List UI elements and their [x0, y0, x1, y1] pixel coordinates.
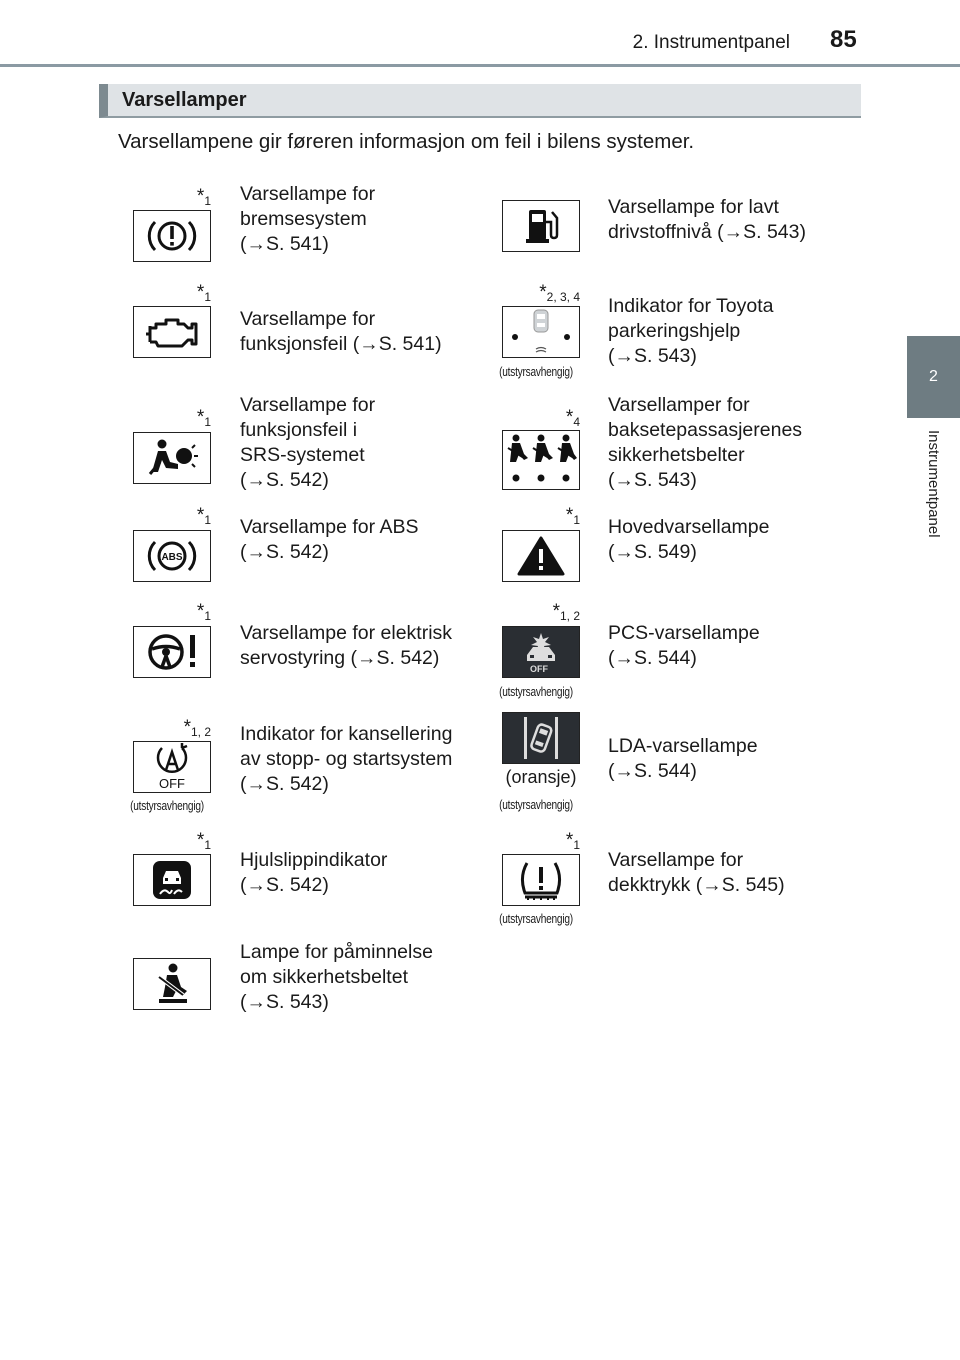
abs-icon-label: ABS	[161, 552, 183, 563]
item-description: Varsellampe for elektrisk servostyring (→S. 542)	[240, 622, 453, 669]
item-description: Varsellampe for bremsesystem (→S. 541)	[240, 183, 376, 255]
footnote-ref: $*_1$	[565, 830, 580, 852]
footnote-ref: $*_1$	[196, 186, 211, 208]
fuel-level-icon	[502, 200, 580, 252]
footnote-ref: $*_{1, 2}$	[183, 717, 211, 739]
tire-pressure-icon	[502, 854, 580, 906]
item-description: Varsellampe for dekktrykk (→S. 545)	[608, 849, 785, 896]
parking-assist-icon	[502, 306, 580, 358]
master-warning-icon	[502, 530, 580, 582]
chapter-title: 2. Instrumentpanel	[632, 32, 790, 53]
item-description: PCS-varsellampe (→S. 544)	[608, 622, 760, 669]
slip-indicator-icon	[133, 854, 211, 906]
pcs-icon-label: OFF	[530, 664, 548, 674]
item-description: Hjulslippindikator (→S. 542)	[240, 849, 388, 896]
footnote-ref: $*_1$	[196, 830, 211, 852]
item-description: Indikator for Toyota parkeringshjelp (→S. 543)	[608, 295, 774, 367]
footnote-ref: $*_{2, 3, 4}$	[539, 282, 580, 304]
item-description: Varsellampe for ABS (→S. 542)	[240, 516, 419, 563]
intro-text: Varsellampene gir føreren informasjon om feil i bilens systemer.	[118, 130, 695, 153]
brake-warning-icon	[133, 210, 211, 262]
footnote-ref: $*_1$	[196, 407, 211, 429]
chapter-tab-label: Instrumentpanel	[925, 430, 942, 538]
page-number: 85	[830, 26, 857, 53]
item-description: Varsellampe for funksjonsfeil (→S. 541)	[240, 308, 442, 355]
header-divider	[0, 64, 960, 67]
item-description: Lampe for påminnelse om sikkerhetsbeltet (→S. 543)	[240, 941, 433, 1013]
stop-start-off-icon	[133, 741, 211, 793]
item-description: Varsellamper for baksetepassasjerenes sikkerhetsbelter (→S. 543)	[608, 394, 803, 491]
section-header	[99, 84, 861, 118]
footnote-ref: $*_1$	[196, 601, 211, 623]
seatbelt-reminder-icon	[133, 958, 211, 1010]
optional-equipment-note: (utstyrsavhengig)	[499, 684, 573, 699]
item-description: Varsellampe for funksjonsfeil i SRS-systemet (→S. 542)	[240, 394, 376, 491]
footnote-ref: $*_1$	[565, 505, 580, 527]
optional-equipment-note: (utstyrsavhengig)	[499, 364, 573, 379]
lda-icon	[502, 712, 580, 764]
section-title: Varsellamper	[122, 89, 247, 111]
footnote-ref: $*_{1, 2}$	[552, 601, 580, 623]
optional-equipment-note: (utstyrsavhengig)	[499, 911, 573, 926]
stop-start-off-label: OFF	[159, 776, 185, 791]
power-steering-icon	[133, 626, 211, 678]
footnote-ref: $*_4$	[565, 407, 580, 429]
chapter-tab[interactable]: 2	[907, 336, 960, 418]
srs-airbag-icon	[133, 432, 211, 484]
pcs-icon	[502, 626, 580, 678]
item-description: Varsellampe for lavt drivstoffnivå (→S. 543)	[608, 196, 806, 243]
item-description: Hovedvarsellampe (→S. 549)	[608, 516, 770, 563]
optional-equipment-note: (utstyrsavhengig)	[499, 797, 573, 812]
check-engine-icon	[133, 306, 211, 358]
footnote-ref: $*_1$	[196, 282, 211, 304]
item-description: LDA-varsellampe (→S. 544)	[608, 735, 758, 782]
item-description: Indikator for kansellering av stopp- og startsystem (→S. 542)	[240, 723, 453, 795]
optional-equipment-note: (utstyrsavhengig)	[130, 798, 204, 813]
lamp-color-note: (oransje)	[505, 767, 577, 787]
footnote-ref: $*_1$	[196, 505, 211, 527]
rear-seatbelt-icon	[502, 430, 580, 490]
abs-icon	[133, 530, 211, 582]
